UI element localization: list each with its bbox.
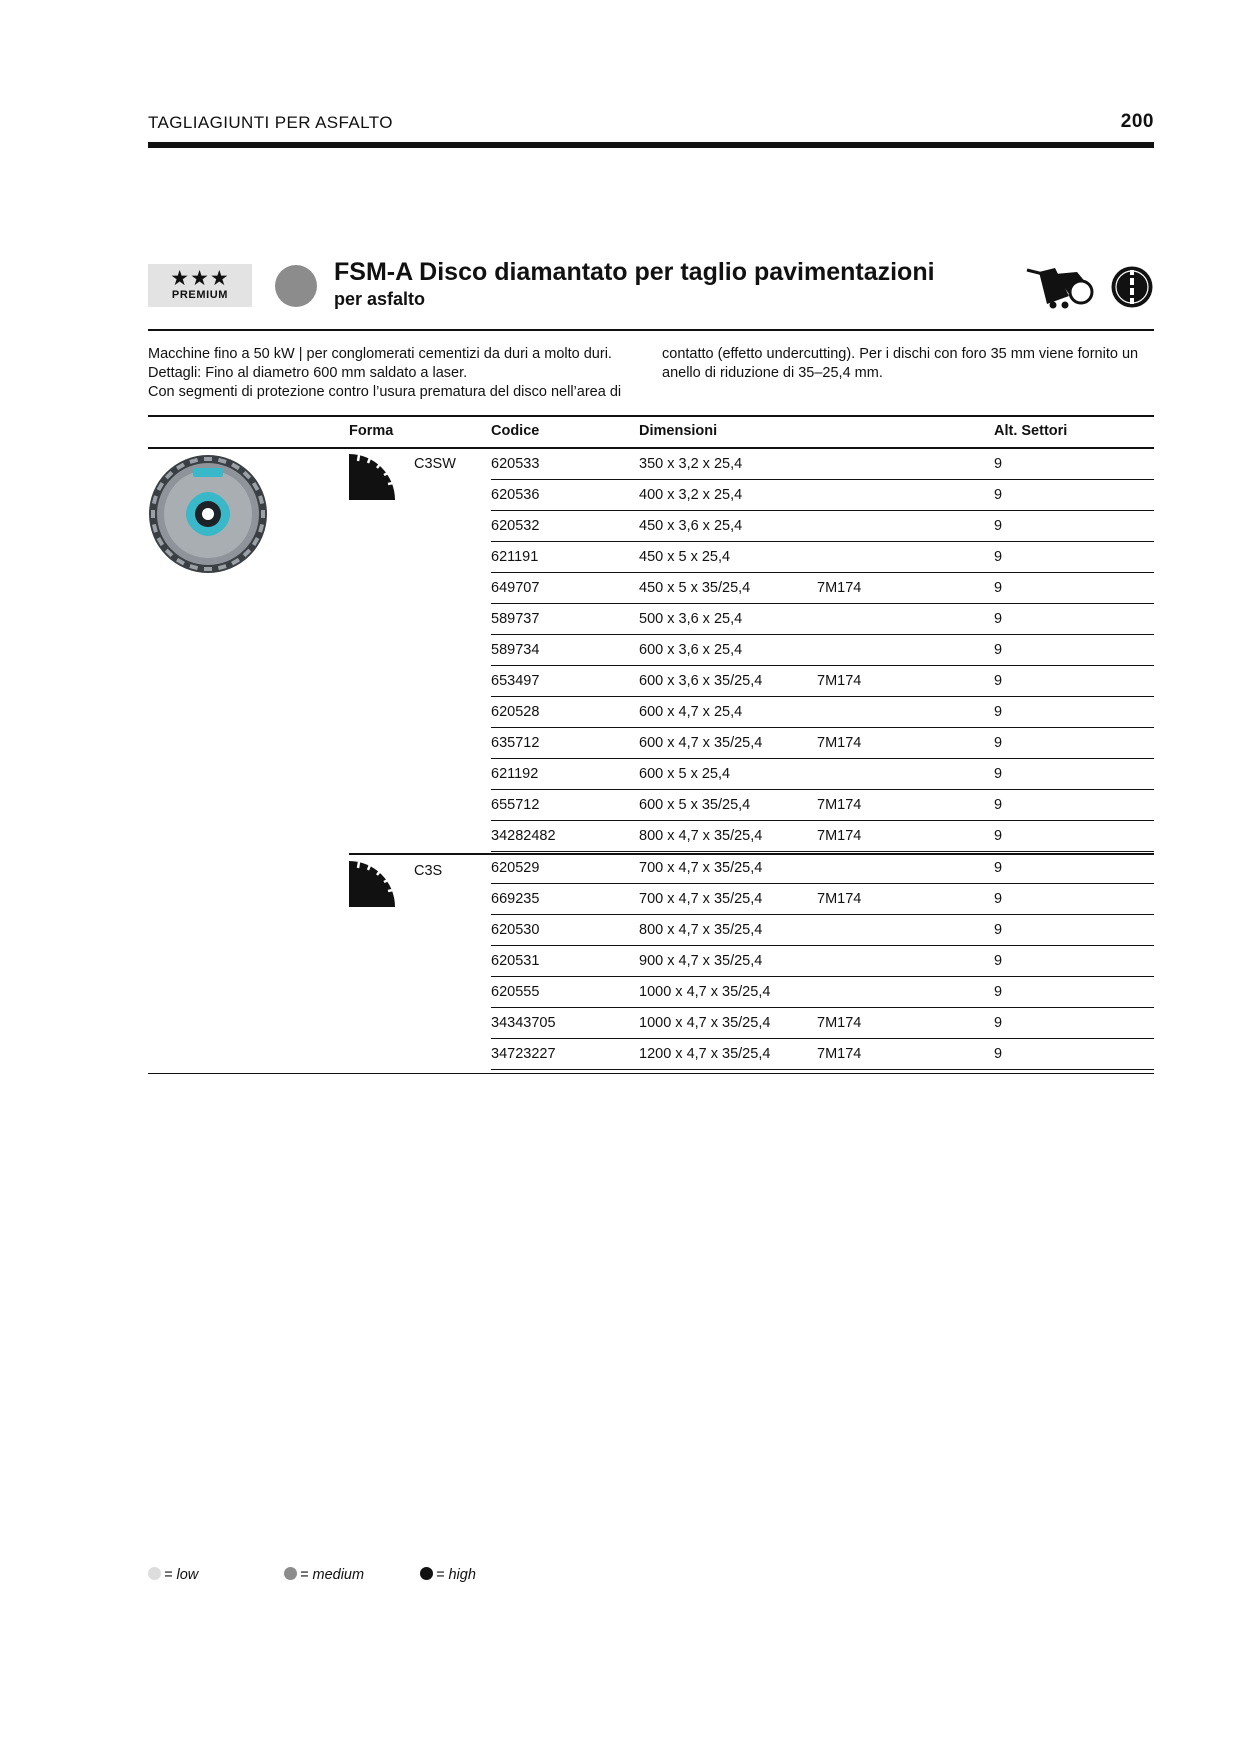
cell-codice: 34343705 — [491, 1015, 556, 1031]
description-right — [662, 345, 1158, 383]
page-number: 200 — [1120, 111, 1154, 132]
cell-codice: 34282482 — [491, 828, 556, 844]
table-row — [491, 635, 1154, 666]
legend-label: = low — [164, 1567, 199, 1583]
legend-high-dot-icon — [420, 1567, 433, 1580]
table-row — [491, 511, 1154, 542]
cell-dimensioni: 600 x 4,7 x 25,4 — [639, 704, 743, 720]
table-bottom-rule — [148, 1073, 1154, 1074]
cell-dimensioni: 600 x 3,6 x 35/25,4 — [639, 673, 763, 689]
legend-medium-dot-icon — [284, 1567, 297, 1580]
cell-alt-settori: 9 — [994, 642, 1003, 658]
disc-segment — [261, 510, 265, 518]
segment-shape-c3s-icon — [349, 861, 397, 909]
cell-dimensioni: 1000 x 4,7 x 35/25,4 — [639, 984, 771, 1000]
cell-codice: 620533 — [491, 456, 540, 472]
cell-extra-code: 7M174 — [817, 673, 862, 689]
cell-dimensioni: 450 x 3,6 x 25,4 — [639, 518, 743, 534]
cell-dimensioni: 800 x 4,7 x 35/25,4 — [639, 922, 763, 938]
table-row — [491, 977, 1154, 1008]
star-rating-icon: ★★★ — [170, 267, 230, 290]
cell-alt-settori: 9 — [994, 860, 1003, 876]
table-row — [491, 449, 1154, 480]
cell-alt-settori: 9 — [994, 518, 1003, 534]
description-line: anello di riduzione di 35–25,4 mm. — [662, 365, 883, 381]
cell-dimensioni: 700 x 4,7 x 35/25,4 — [639, 891, 763, 907]
cell-alt-settori: 9 — [994, 766, 1003, 782]
cell-dimensioni: 1200 x 4,7 x 35/25,4 — [639, 1046, 771, 1062]
table-row — [491, 946, 1154, 977]
product-title: FSM-A Disco diamantato per taglio pavimentazioni — [334, 258, 935, 286]
cell-extra-code: 7M174 — [817, 580, 862, 596]
cell-alt-settori: 9 — [994, 953, 1003, 969]
cell-alt-settori: 9 — [994, 922, 1003, 938]
floor-saw-machine-icon — [1025, 262, 1095, 310]
legend-low-dot-icon — [148, 1567, 161, 1580]
table-row — [491, 697, 1154, 728]
table-row — [491, 759, 1154, 790]
cell-dimensioni: 450 x 5 x 25,4 — [639, 549, 731, 565]
table-row — [491, 821, 1154, 852]
cell-alt-settori: 9 — [994, 704, 1003, 720]
disc-segment — [204, 567, 212, 571]
cell-codice: 620555 — [491, 984, 540, 1000]
cell-alt-settori: 9 — [994, 580, 1003, 596]
cell-dimensioni: 350 x 3,2 x 25,4 — [639, 456, 743, 472]
cell-alt-settori: 9 — [994, 1015, 1003, 1031]
cell-dimensioni: 1000 x 4,7 x 35/25,4 — [639, 1015, 771, 1031]
cell-extra-code: 7M174 — [817, 797, 862, 813]
table-row — [491, 542, 1154, 573]
cell-alt-settori: 9 — [994, 487, 1003, 503]
cell-alt-settori: 9 — [994, 673, 1003, 689]
cell-dimensioni: 700 x 4,7 x 35/25,4 — [639, 860, 763, 876]
cell-codice: 589734 — [491, 642, 540, 658]
cell-alt-settori: 9 — [994, 984, 1003, 1000]
legend-low — [148, 1567, 198, 1583]
description-left — [148, 345, 648, 402]
cell-codice: 635712 — [491, 735, 540, 751]
disc-segment — [204, 457, 212, 461]
table-row — [491, 790, 1154, 821]
cell-alt-settori: 9 — [994, 828, 1003, 844]
table-row — [491, 1039, 1154, 1070]
cell-codice: 669235 — [491, 891, 540, 907]
cell-extra-code: 7M174 — [817, 735, 862, 751]
legend-label: = medium — [300, 1567, 365, 1583]
cell-dimensioni: 400 x 3,2 x 25,4 — [639, 487, 743, 503]
table-row — [491, 666, 1154, 697]
description-line: Dettagli: Fino al diametro 600 mm saldato a laser. — [148, 365, 468, 381]
cell-extra-code: 7M174 — [817, 828, 862, 844]
bore-hole-icon — [1110, 265, 1154, 309]
cell-codice: 621192 — [491, 766, 539, 782]
cell-alt-settori: 9 — [994, 735, 1003, 751]
description-line: contatto (effetto undercutting). Per i dischi con foro 35 mm viene fornito un — [662, 346, 1139, 362]
table-row — [491, 573, 1154, 604]
premium-badge — [148, 264, 252, 307]
cell-codice: 620532 — [491, 518, 540, 534]
cell-codice: 655712 — [491, 797, 540, 813]
cell-dimensioni: 600 x 4,7 x 35/25,4 — [639, 735, 763, 751]
cell-extra-code: 7M174 — [817, 891, 862, 907]
cell-codice: 589737 — [491, 611, 540, 627]
cell-alt-settori: 9 — [994, 456, 1003, 472]
cell-dimensioni: 600 x 3,6 x 25,4 — [639, 642, 743, 658]
table-row — [491, 915, 1154, 946]
cell-dimensioni: 500 x 3,6 x 25,4 — [639, 611, 743, 627]
header-rule — [148, 142, 1154, 148]
cell-dimensioni: 450 x 5 x 35/25,4 — [639, 580, 751, 596]
description-line: Con segmenti di protezione contro l’usura prematura del disco nell’area di — [148, 384, 622, 400]
cell-codice: 620530 — [491, 922, 540, 938]
disc-segment — [151, 510, 155, 518]
column-header-codice: Codice — [491, 423, 540, 439]
hardness-medium-dot-icon — [275, 265, 317, 307]
shape-label-c3sw: C3SW — [414, 456, 456, 472]
cell-codice: 620531 — [491, 953, 540, 969]
cell-codice: 621191 — [491, 549, 539, 565]
cell-extra-code: 7M174 — [817, 1046, 862, 1062]
cell-alt-settori: 9 — [994, 611, 1003, 627]
section-title: TAGLIAGIUNTI PER ASFALTO — [148, 113, 393, 132]
cell-codice: 620528 — [491, 704, 540, 720]
cell-dimensioni: 800 x 4,7 x 35/25,4 — [639, 828, 763, 844]
table-row — [491, 728, 1154, 759]
product-table-body — [491, 449, 1154, 1070]
table-row — [491, 1008, 1154, 1039]
segment-shape-c3sw-icon — [349, 454, 397, 502]
cell-alt-settori: 9 — [994, 1046, 1003, 1062]
cell-dimensioni: 600 x 5 x 35/25,4 — [639, 797, 751, 813]
premium-label: PREMIUM — [171, 289, 229, 301]
diamond-disc-image — [148, 454, 268, 574]
legend-high — [420, 1567, 476, 1583]
cell-codice: 649707 — [491, 580, 540, 596]
cell-dimensioni: 600 x 5 x 25,4 — [639, 766, 731, 782]
shape-label-c3s: C3S — [414, 863, 443, 879]
table-row — [491, 884, 1154, 915]
column-header-forma: Forma — [349, 423, 394, 439]
description-line: Macchine fino a 50 kW | per conglomerati cementizi da duri a molto duri. — [148, 346, 612, 362]
table-top-rule — [148, 415, 1154, 417]
cell-codice: 620529 — [491, 860, 540, 876]
table-row — [491, 604, 1154, 635]
cell-alt-settori: 9 — [994, 549, 1003, 565]
heading-rule — [148, 329, 1154, 331]
table-row — [491, 853, 1154, 884]
cell-codice: 34723227 — [491, 1046, 556, 1062]
cell-alt-settori: 9 — [994, 797, 1003, 813]
column-header-dimensioni: Dimensioni — [639, 423, 718, 439]
cell-extra-code: 7M174 — [817, 1015, 862, 1031]
cell-codice: 620536 — [491, 487, 540, 503]
table-row — [491, 480, 1154, 511]
cell-codice: 653497 — [491, 673, 540, 689]
legend-label: = high — [436, 1567, 476, 1583]
product-subtitle: per asfalto — [334, 289, 426, 309]
column-header-alt-settori: Alt. Settori — [994, 423, 1068, 439]
cell-dimensioni: 900 x 4,7 x 35/25,4 — [639, 953, 763, 969]
legend-medium — [284, 1567, 364, 1583]
cell-alt-settori: 9 — [994, 891, 1003, 907]
